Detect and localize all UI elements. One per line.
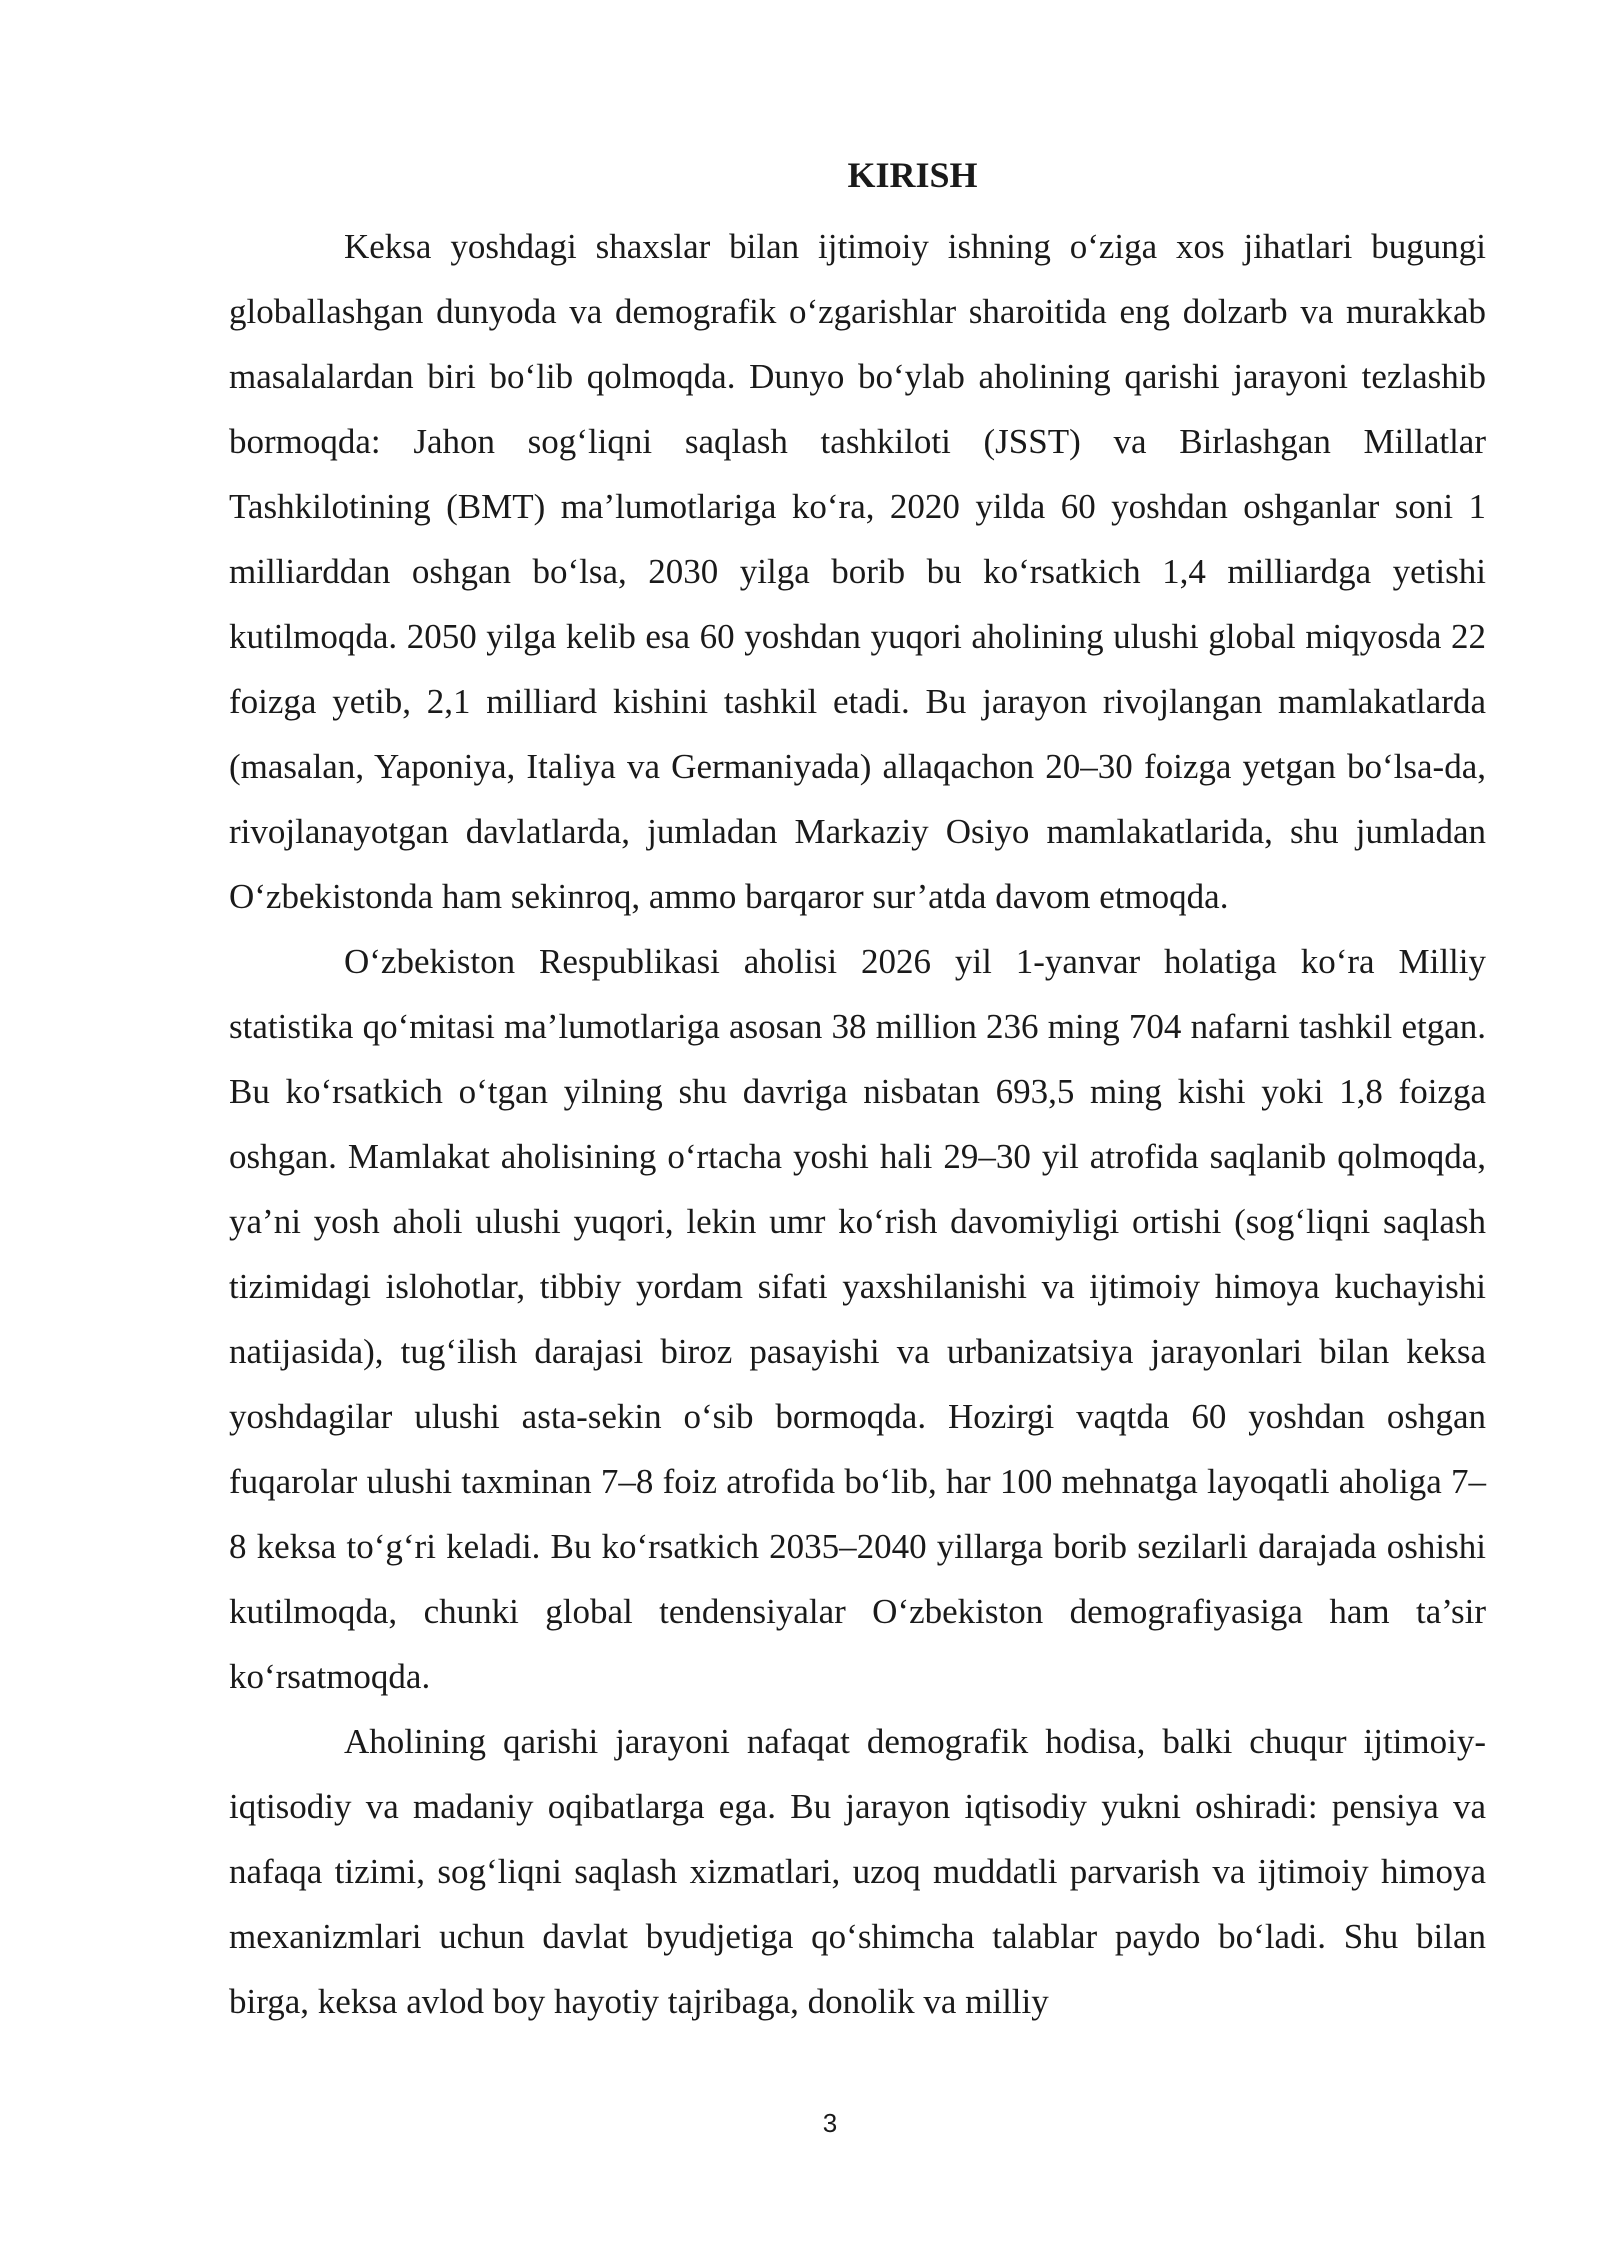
paragraph-3: Aholining qarishi jarayoni nafaqat demografik hodisa, balki chuqur ijtimoiy-iqtisodiy va madaniy oqibatlarga ega. Bu jarayon iqtisodiy yukni oshiradi: pensiya va nafaqa tizimi, sog‘liqni saqlash xizmatlari, uzoq muddatli parvarish va ijtimoiy himoya mexanizmlari uchun davlat byudjetiga qo‘shimcha talablar paydo bo‘ladi. Shu bilan birga, keksa avlod boy hayotiy tajribaga, donolik va milliy bbox=[229, 1722, 1486, 2021]
page-number: 3 bbox=[822, 2108, 838, 2138]
document-page bbox=[229, 148, 1486, 2034]
paragraph-2: O‘zbekiston Respublikasi aholisi 2026 yil 1-yanvar holatiga ko‘ra Milliy statistika qo‘mitasi ma’lumotlariga asosan 38 million 236 ming 704 nafarni tashkil etgan. Bu ko‘rsatkich o‘tgan yilning shu davriga nisbatan 693,5 ming kishi yoki 1,8 foizga oshgan. Mamlakat aholisining o‘rtacha yoshi hali 29–30 yil atrofida saqlanib qolmoqda, ya’ni yosh aholi ulushi yuqori, lekin umr ko‘rish davomiyligi ortishi (sog‘liqni saqlash tizimidagi islohotlar, tibbiy yordam sifati yaxshilanishi va ijtimoiy himoya kuchayishi natijasida), tug‘ilish darajasi biroz pasayishi va urbanizatsiya jarayonlari bilan keksa yoshdagilar ulushi asta-sekin o‘sib bormoqda. Hozirgi vaqtda 60 yoshdan oshgan fuqarolar ulushi taxminan 7–8 foiz atrofida bo‘lib, har 100 mehnatga layoqatli aholiga 7–8 keksa to‘g‘ri keladi. Bu ko‘rsatkich 2035–2040 yillarga borib sezilarli darajada oshishi kutilmoqda, chunki global tendensiyalar O‘zbekiston demografiyasiga ham ta’sir ko‘rsatmoqda. bbox=[229, 942, 1486, 1696]
paragraph-1: Keksa yoshdagi shaxslar bilan ijtimoiy ishning o‘ziga xos jihatlari bugungi globallashgan dunyoda va demografik o‘zgarishlar sharoitida eng dolzarb va murakkab masalalardan biri bo‘lib qolmoqda. Dunyo bo‘ylab aholining qarishi jarayoni tezlashib bormoqda: Jahon sog‘liqni saqlash tashkiloti (JSST) va Birlashgan Millatlar Tashkilotining (BMT) ma’lumotlariga ko‘ra, 2020 yilda 60 yoshdan oshganlar soni 1 milliarddan oshgan bo‘lsa, 2030 yilga borib bu ko‘rsatkich 1,4 milliardga yetishi kutilmoqda. 2050 yilga kelib esa 60 yoshdan yuqori aholining ulushi global miqyosda 22 foizga yetib, 2,1 milliard kishini tashkil etadi. Bu jarayon rivojlangan mamlakatlarda (masalan, Yaponiya, Italiya va Germaniyada) allaqachon 20–30 foizga yetgan bo‘lsa-da, rivojlanayotgan davlatlarda, jumladan Markaziy Osiyo mamlakatlarida, shu jumladan O‘zbekistonda ham sekinroq, ammo barqaror sur’atda davom etmoqda. bbox=[229, 227, 1486, 916]
page-title: KIRISH bbox=[847, 155, 978, 195]
